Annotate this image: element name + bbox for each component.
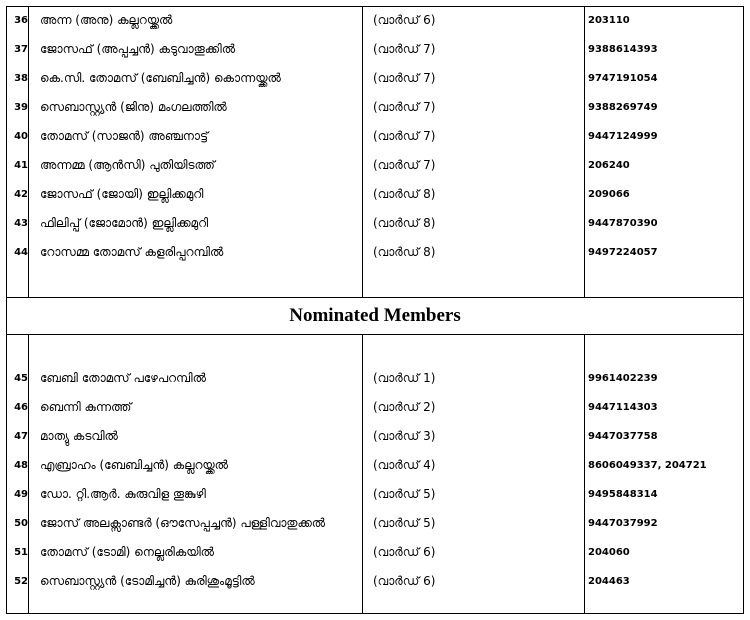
member-name: തോമസ് (ടോമി) നെല്ലരികയിൽ [40, 545, 215, 559]
member-ward: (വാർഡ് 6) [373, 574, 436, 588]
member-number: 43 [14, 218, 28, 229]
member-name: ബേബി തോമസ് പഴേപറമ്പിൽ [40, 371, 207, 385]
member-phone: 9388614393 [588, 44, 658, 55]
member-number: 40 [14, 131, 28, 142]
member-ward: (വാർഡ് 2) [373, 400, 436, 414]
member-number: 42 [14, 189, 28, 200]
member-name: അന്ന (അനു) കല്ലറയ്ക്കൽ [40, 13, 173, 27]
member-number: 47 [14, 431, 28, 442]
member-phone: 204463 [588, 576, 630, 587]
table-row [6, 480, 744, 509]
member-ward: (വാർഡ് 7) [373, 158, 436, 172]
member-number: 46 [14, 402, 28, 413]
member-ward: (വാർഡ് 7) [373, 100, 436, 114]
table-row [6, 422, 744, 451]
member-phone: 204060 [588, 547, 630, 558]
member-name: ബെന്നി കുന്നത്ത് [40, 400, 132, 414]
member-phone: 9495848314 [588, 489, 658, 500]
member-phone: 9388269749 [588, 102, 658, 113]
member-name: റോസമ്മ തോമസ് കളരിപ്പറമ്പിൽ [40, 245, 224, 259]
member-ward: (വാർഡ് 5) [373, 487, 436, 501]
member-phone: 206240 [588, 160, 630, 171]
table-row [6, 93, 744, 122]
table-row [6, 393, 744, 422]
table-row [6, 451, 744, 480]
member-phone: 9447037992 [588, 518, 658, 529]
table-row [6, 180, 744, 209]
member-number: 50 [14, 518, 28, 529]
member-ward: (വാർഡ് 6) [373, 13, 436, 27]
member-name: മാത്യു കടവിൽ [40, 429, 118, 443]
table-row [6, 567, 744, 596]
member-name: ഫിലിപ്പ് (ജോമോൻ) ഇല്ലിക്കമുറി [40, 216, 209, 230]
member-number: 39 [14, 102, 28, 113]
member-number: 44 [14, 247, 28, 258]
members-table [6, 6, 744, 614]
member-name: സെബാസ്റ്റ്യൻ (ടോമിച്ചൻ) കുരിശുംമൂട്ടിൽ [40, 574, 255, 588]
member-ward: (വാർഡ് 5) [373, 516, 436, 530]
member-phone: 209066 [588, 189, 630, 200]
section-heading: Nominated Members [289, 305, 461, 326]
table-row [6, 209, 744, 238]
table-row [6, 538, 744, 567]
member-number: 37 [14, 44, 28, 55]
member-phone: 203110 [588, 15, 630, 26]
member-phone: 9447870390 [588, 218, 658, 229]
table-row [6, 122, 744, 151]
member-number: 41 [14, 160, 28, 171]
member-ward: (വാർഡ് 7) [373, 129, 436, 143]
member-number: 45 [14, 373, 28, 384]
member-ward: (വാർഡ് 6) [373, 545, 436, 559]
member-number: 38 [14, 73, 28, 84]
section-divider [6, 334, 744, 335]
member-number: 48 [14, 460, 28, 471]
member-name: ജോസഫ് (ജോയി) ഇല്ലിക്കമുറി [40, 187, 204, 201]
member-name: എബ്രാഹം (ബേബിച്ചൻ) കല്ലറയ്ക്കൽ [40, 458, 229, 472]
member-ward: (വാർഡ് 8) [373, 216, 436, 230]
member-name: ഡോ. റ്റി.ആർ. കുരുവിള തൂങ്കുഴി [40, 487, 206, 501]
table-row [6, 6, 744, 35]
member-ward: (വാർഡ് 7) [373, 42, 436, 56]
member-ward: (വാർഡ് 4) [373, 458, 436, 472]
member-phone: 9447037758 [588, 431, 658, 442]
member-name: സെബാസ്റ്റ്യൻ (ജിനു) മംഗലത്തിൽ [40, 100, 227, 114]
member-number: 52 [14, 576, 28, 587]
member-ward: (വാർഡ് 1) [373, 371, 436, 385]
member-phone: 9497224057 [588, 247, 658, 258]
member-number: 51 [14, 547, 28, 558]
table-row [6, 64, 744, 93]
member-ward: (വാർഡ് 3) [373, 429, 436, 443]
table-row [6, 364, 744, 393]
member-phone: 9447124999 [588, 131, 658, 142]
member-ward: (വാർഡ് 8) [373, 187, 436, 201]
member-number: 49 [14, 489, 28, 500]
member-ward: (വാർഡ് 7) [373, 71, 436, 85]
member-phone: 9447114303 [588, 402, 658, 413]
member-phone: 8606049337, 204721 [588, 460, 707, 471]
table-row [6, 35, 744, 64]
table-row [6, 509, 744, 538]
member-name: ജോസ് അലക്സാണ്ടർ (ഔസേപ്പച്ചൻ) പള്ളിവാതുക്കൽ [40, 516, 326, 530]
member-phone: 9961402239 [588, 373, 658, 384]
table-row [6, 151, 744, 180]
member-phone: 9747191054 [588, 73, 658, 84]
member-number: 36 [14, 15, 28, 26]
member-name: തോമസ് (സാജൻ) അഞ്ചനാട്ട് [40, 129, 209, 143]
member-ward: (വാർഡ് 8) [373, 245, 436, 259]
table-row [6, 238, 744, 267]
member-name: ജോസഫ് (അപ്പച്ചൻ) കടുവാതൂക്കിൽ [40, 42, 236, 56]
member-name: അന്നമ്മ (ആൻസി) പുതിയിടത്ത് [40, 158, 215, 172]
member-name: കെ.സി. തോമസ് (ബേബിച്ചൻ) കൊന്നയ്ക്കൽ [40, 71, 281, 85]
